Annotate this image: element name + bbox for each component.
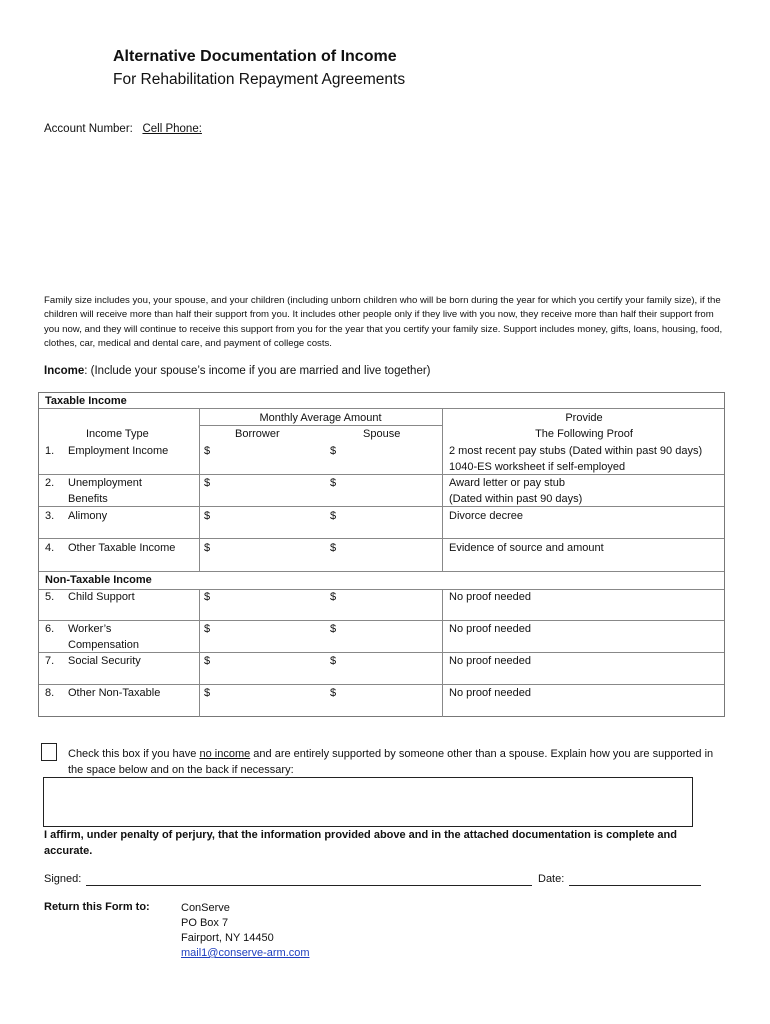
company-name: ConServe [181,902,230,914]
income-type-label: Worker’s [68,623,112,635]
borrower-currency: $ [204,510,211,522]
explanation-field[interactable] [43,777,693,827]
table-divider [199,589,200,717]
income-type-label: Compensation [68,639,139,651]
table-divider [39,506,724,507]
borrower-currency: $ [204,687,211,699]
income-type-label: Benefits [68,493,108,505]
proof-text: 2 most recent pay stubs (Dated within past 90 days) [449,445,703,457]
row-number: 5. [45,591,55,603]
borrower-currency: $ [204,477,211,489]
city-state-zip: Fairport, NY 14450 [181,932,274,944]
spouse-currency: $ [330,623,337,635]
proof-text: 1040-ES worksheet if self-employed [449,461,626,473]
email-link[interactable]: mail1@conserve-arm.com [181,947,310,959]
family-size-paragraph: Family size includes you, your spouse, and your children (including unborn children who will be born during the year for which you certify your family size), if the children will receive more than half their support from you. It includes other people only if they live with you now, they receive more than half their support from you now, and they will continue to receive this support from you for the year that you certify your family size. Support includes money, gifts, loans, housing, food, clothes, car, medical and dental care, and payment of college costs. [44,295,723,350]
return-form-label: Return this Form to: [44,901,150,913]
income-instruction [44,365,431,377]
borrower-currency: $ [204,655,211,667]
cell-phone-label: Cell Phone: [142,123,202,135]
table-divider [39,620,724,621]
income-type-label: Child Support [68,591,135,603]
taxable-income-header: Taxable Income [45,395,127,407]
table-divider [39,589,724,590]
borrower-currency: $ [204,542,211,554]
income-type-label: Alimony [68,510,108,522]
income-type-label: Unemployment [68,477,142,489]
borrower-header: Borrower [235,428,280,440]
row-number: 6. [45,623,55,635]
proof-text: Divorce decree [449,510,523,522]
no-income-text-after: and are entirely supported by someone other than a spouse. Explain how you are supported in the space below and on the back if necessary: [68,748,714,776]
page-subtitle: For Rehabilitation Repayment Agreements [113,71,406,88]
row-number: 1. [45,445,55,457]
table-divider [39,408,724,409]
affirmation-statement: I affirm, under penalty of perjury, that the information provided above and in the attached documentation is complete and accurate. [44,829,677,857]
spouse-header: Spouse [363,428,401,440]
proof-text: No proof needed [449,655,531,667]
monthly-average-header: Monthly Average Amount [259,412,382,424]
income-type-label: Social Security [68,655,141,667]
page-title: Alternative Documentation of Income [113,48,397,65]
table-divider [442,589,443,717]
income-label: Income [44,365,85,377]
row-number: 2. [45,477,55,489]
income-note: : (Include your spouse’s income if you are married and live together) [84,365,431,377]
table-divider [39,538,724,539]
spouse-currency: $ [330,510,337,522]
spouse-currency: $ [330,477,337,489]
income-table [38,392,725,717]
return-address [181,901,310,961]
proof-text: Evidence of source and amount [449,542,604,554]
spouse-currency: $ [330,591,337,603]
table-divider [199,408,200,572]
no-income-text-before: Check this box if you have [68,748,200,760]
row-number: 3. [45,510,55,522]
no-income-underlined: no income [199,748,251,760]
proof-text: No proof needed [449,623,531,635]
proof-text: (Dated within past 90 days) [449,493,583,505]
proof-header-line-1: Provide [565,412,603,424]
po-box: PO Box 7 [181,917,229,929]
signature-field[interactable] [86,885,532,886]
spouse-currency: $ [330,542,337,554]
borrower-currency: $ [204,445,211,457]
date-label: Date: [538,873,565,885]
spouse-currency: $ [330,445,337,457]
row-number: 4. [45,542,55,554]
income-type-label: Other Taxable Income [68,542,176,554]
date-field[interactable] [569,885,701,886]
spouse-currency: $ [330,687,337,699]
proof-text: No proof needed [449,591,531,603]
proof-header-line-2: The Following Proof [535,428,633,440]
table-divider [39,652,724,653]
account-number-label: Account Number: [44,123,133,135]
no-income-text [68,746,718,778]
income-type-label: Employment Income [68,445,169,457]
income-type-label: Other Non-Taxable [68,687,161,699]
account-line [44,123,202,135]
borrower-currency: $ [204,591,211,603]
borrower-currency: $ [204,623,211,635]
proof-text: Award letter or pay stub [449,477,565,489]
row-number: 7. [45,655,55,667]
proof-text: No proof needed [449,687,531,699]
row-number: 8. [45,687,55,699]
non-taxable-income-header: Non-Taxable Income [45,574,152,586]
no-income-checkbox[interactable] [41,743,57,761]
spouse-currency: $ [330,655,337,667]
income-type-header: Income Type [86,428,149,440]
signed-label: Signed: [44,873,82,885]
